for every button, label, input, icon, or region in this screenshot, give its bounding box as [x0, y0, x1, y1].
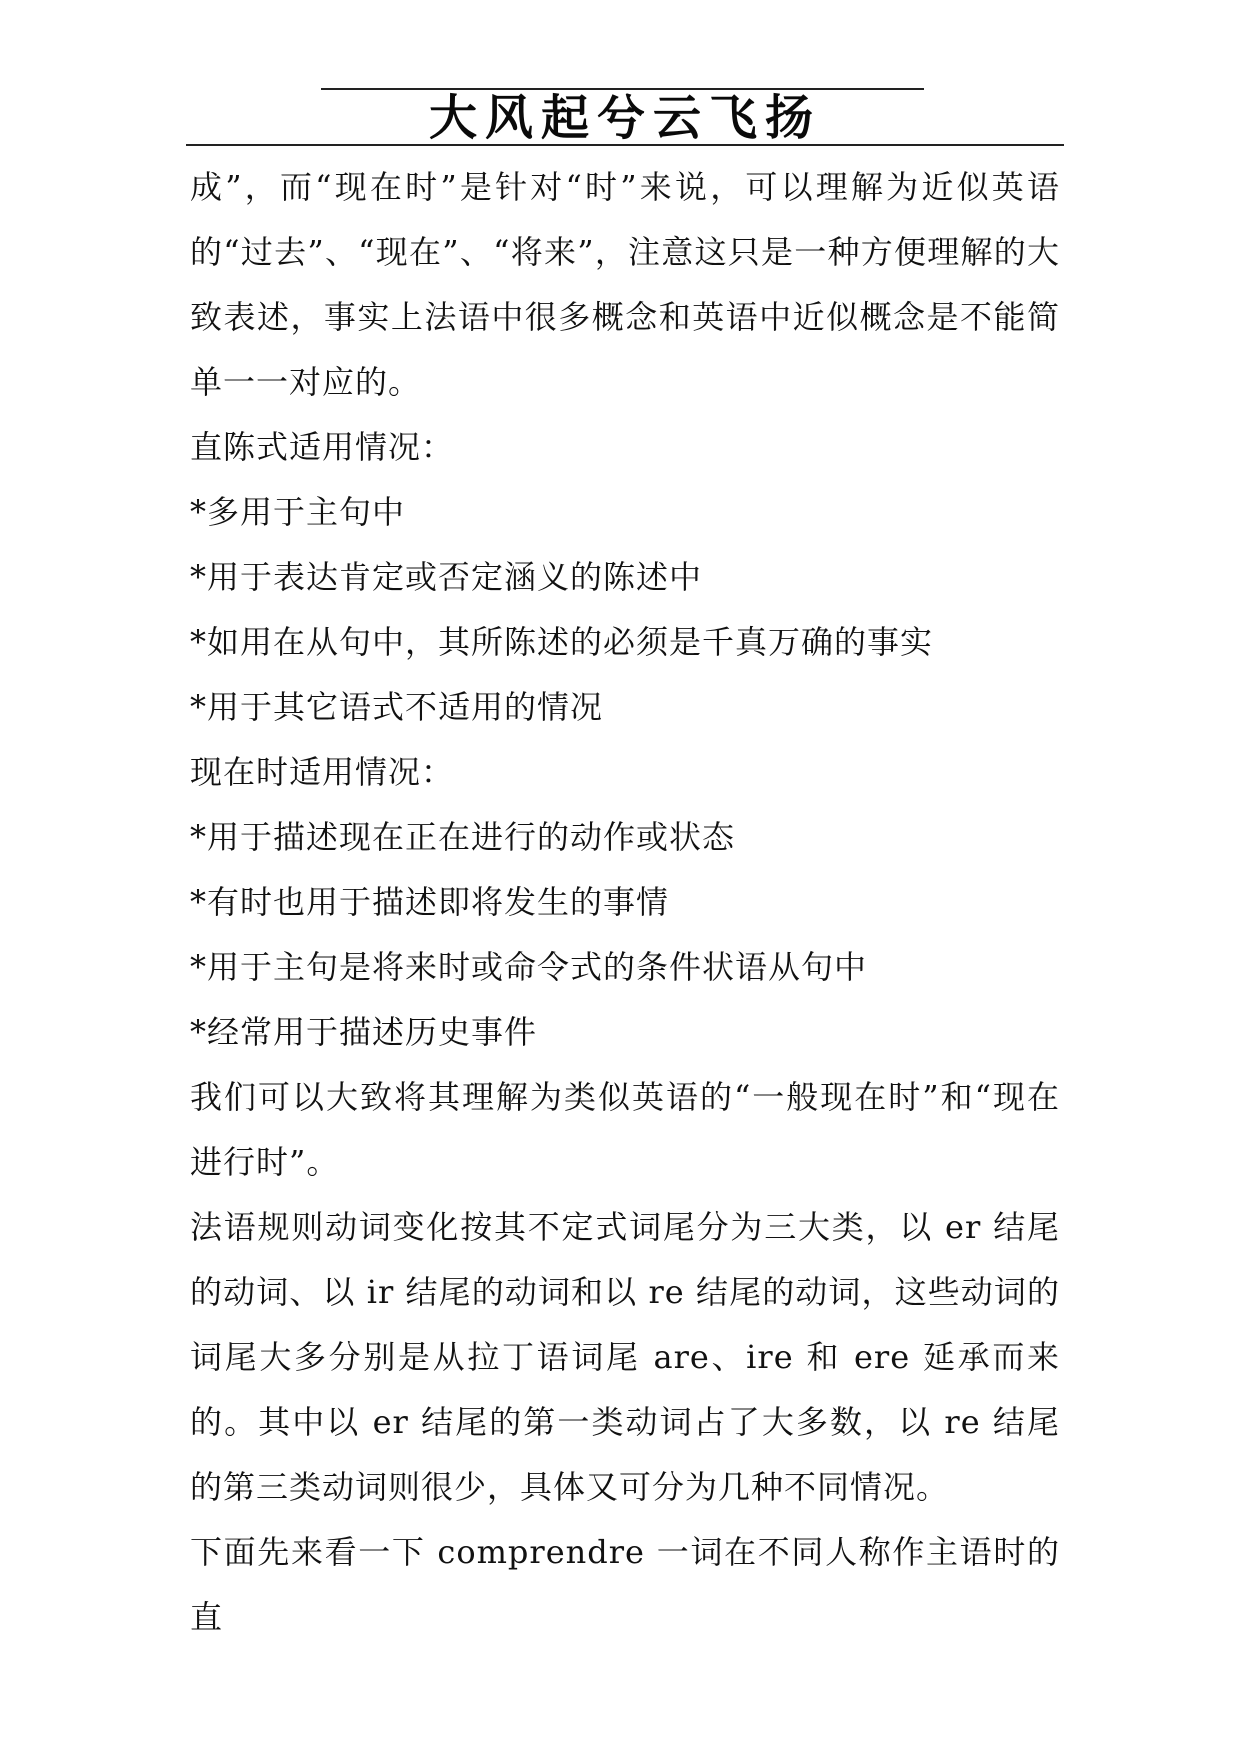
list-item: *如用在从句中，其所陈述的必须是千真万确的事实 — [190, 623, 934, 661]
list-item: *有时也用于描述即将发生的事情 — [190, 883, 670, 921]
list-item: *经常用于描述历史事件 — [190, 1013, 538, 1051]
list-item: *用于其它语式不适用的情况 — [190, 688, 604, 726]
list-item: *多用于主句中 — [190, 493, 406, 531]
paragraph-intro: 成”，而“现在时”是针对“时”来说，可以理解为近似英语的“过去”、“现在”、“将来”，注意这只是一种方便理解的大致表述，事实上法语中很多概念和英语中近似概念是不能简单一一对应的。 — [190, 168, 1060, 401]
list-item: *用于主句是将来时或命令式的条件状语从句中 — [190, 948, 868, 986]
header-title: 大风起兮云飞扬 — [428, 90, 821, 146]
paragraph-present-heading: 现在时适用情况： — [190, 753, 455, 791]
paragraph-indicative-heading: 直陈式适用情况： — [190, 428, 455, 466]
document-body — [190, 155, 1060, 1650]
paragraph-summary: 我们可以大致将其理解为类似英语的“一般现在时”和“现在进行时”。 — [190, 1078, 1060, 1181]
paragraph-comprendre: 下面先来看一下 comprendre 一词在不同人称作主语时的直 — [190, 1533, 1060, 1636]
list-item: *用于描述现在正在进行的动作或状态 — [190, 818, 736, 856]
paragraph-verb-groups: 法语规则动词变化按其不定式词尾分为三大类，以 er 结尾的动词、以 ir 结尾的动词和以 re 结尾的动词，这些动词的词尾大多分别是从拉丁语词尾 are、ire 和 ere 延承而来的。其中以 er 结尾的第一类动词占了大多数，以 re 结尾的第三类动词则很少，具体又可分为几种不同情况。 — [190, 1208, 1060, 1506]
header-bottom-rule — [186, 144, 1064, 146]
list-item: *用于表达肯定或否定涵义的陈述中 — [190, 558, 703, 596]
